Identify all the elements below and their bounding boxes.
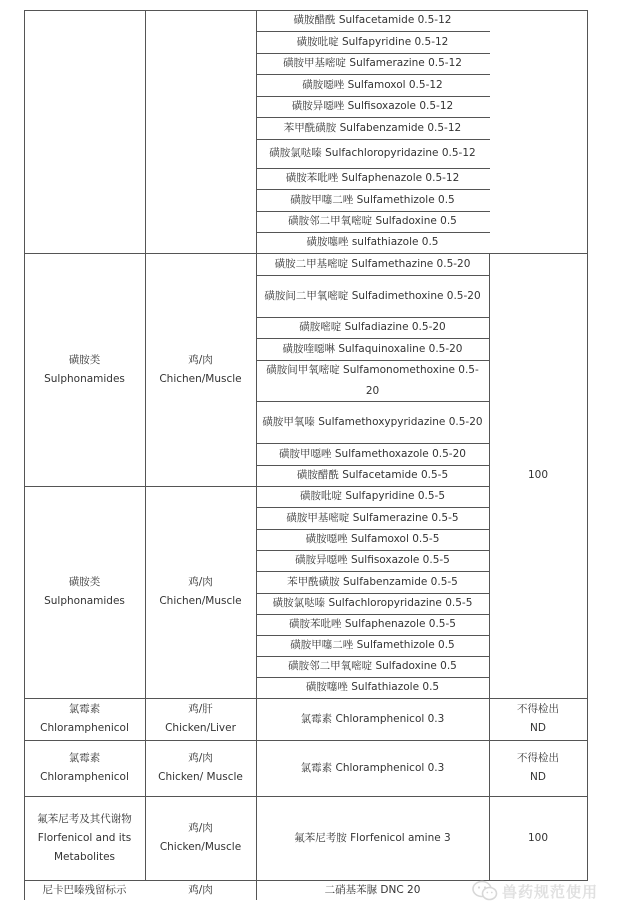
- limit-cell: [489, 749, 587, 787]
- limit-cn: 不得检出: [517, 703, 559, 715]
- analyte-cell: 磺胺邻二甲氧嘧啶 Sulfadoxine 0.5: [288, 660, 457, 672]
- analyte-cell: 磺胺甲基嘧啶 Sulfamerazine 0.5-5: [286, 511, 459, 524]
- analyte-cell: 磺胺异噁唑 Sulfisoxazole 0.5-5: [295, 554, 450, 566]
- analyte-cell: 磺胺邻二甲氧嘧啶 Sulfadoxine 0.5: [288, 215, 457, 227]
- analyte-cell: 磺胺噁唑 Sulfamoxol 0.5-5: [305, 533, 440, 545]
- analyte-cell: 磺胺吡啶 Sulfapyridine 0.5-12: [296, 35, 449, 48]
- limit-cell: 100: [527, 831, 549, 844]
- analyte-cell: 氟苯尼考胺 Florfenicol amine 3: [294, 831, 451, 844]
- analyte-cell: 磺胺嘧啶 Sulfadiazine 0.5-20: [299, 321, 446, 333]
- substance-cell: 尼卡巴嗪残留标示: [42, 883, 127, 896]
- analyte-cell: 磺胺醋酰 Sulfacetamide 0.5-12: [293, 14, 452, 26]
- analyte-cell: 磺胺氯哒嗪 Sulfachloropyridazine 0.5-12: [269, 147, 476, 159]
- tissue-en: Chicken/ Muscle: [158, 771, 243, 783]
- substance-cn: 磺胺类: [68, 576, 101, 588]
- tissue-cell: 鸡/肉: [188, 883, 213, 896]
- analyte-cell: 磺胺异噁唑 Sulfisoxazole 0.5-12: [291, 100, 454, 112]
- tissue-cn: 鸡/肉: [188, 353, 213, 366]
- analyte-cell: 磺胺醋酰 Sulfacetamide 0.5-5: [296, 469, 449, 481]
- analyte-cell: 磺胺吡啶 Sulfapyridine 0.5-5: [299, 490, 446, 502]
- substance-en: Sulphonamides: [44, 595, 125, 607]
- limit-cell: 100: [527, 469, 549, 481]
- analyte-cell: 氯霉素 Chloramphenicol 0.3: [300, 761, 445, 774]
- substance-en: Chloramphenicol: [40, 771, 129, 783]
- analyte-cell: 苯甲酰磺胺 Sulfabenzamide 0.5-5: [287, 575, 458, 588]
- table-rule: [24, 698, 588, 699]
- watermark: [472, 878, 598, 904]
- analyte-cell: 二硝基苯脲 DNC 20: [324, 883, 421, 896]
- tissue-cn: 鸡/肉: [188, 822, 213, 834]
- analyte-cell: 磺胺苯吡唑 Sulfaphenazole 0.5-5: [289, 618, 456, 630]
- analyte-cell: 磺胺氯哒嗪 Sulfachloropyridazine 0.5-5: [272, 597, 473, 609]
- analyte-cell: 磺胺甲噁唑 Sulfamethoxazole 0.5-20: [279, 447, 466, 460]
- tissue-cell: [145, 351, 256, 389]
- substance-en: Chloramphenicol: [40, 722, 129, 734]
- tissue-en: Chichen/Muscle: [159, 372, 242, 385]
- substance-cell: [24, 700, 145, 738]
- tissue-cn: 鸡/肉: [188, 576, 213, 588]
- analyte-cell: 磺胺噻唑 sulfathiazole 0.5: [306, 236, 439, 248]
- analyte-cell: 磺胺苯吡唑 Sulfaphenazole 0.5-12: [285, 172, 460, 184]
- substance-cn: 磺胺类: [68, 353, 101, 366]
- analyte-cell: 氯霉素 Chloramphenicol 0.3: [300, 712, 445, 725]
- table-rule: [24, 796, 588, 797]
- wechat-icon: [472, 880, 498, 902]
- analyte-cell: 磺胺二甲基嘧啶 Sulfamethazine 0.5-20: [274, 257, 471, 270]
- analyte-cell: 磺胺甲噻二唑 Sulfamethizole 0.5: [290, 639, 455, 651]
- analyte-cell: 磺胺间甲氧嘧啶 Sulfamonomethoxine 0.5-20: [266, 363, 479, 397]
- table-rule: [587, 10, 588, 880]
- analyte-cell: 磺胺甲噻二唑 Sulfamethizole 0.5: [290, 193, 455, 206]
- limit-en: ND: [530, 771, 546, 783]
- substance-cell: [24, 573, 145, 611]
- tissue-cell: [145, 749, 256, 787]
- limit-cell: [489, 700, 587, 738]
- analyte-cell: 磺胺甲氧嗪 Sulfamethoxypyridazine 0.5-20: [262, 415, 483, 428]
- tissue-cell: [145, 573, 256, 611]
- analyte-cell: 磺胺间二甲氧嘧啶 Sulfadimethoxine 0.5-20: [264, 289, 481, 302]
- tissue-en: Chicken/Muscle: [159, 841, 242, 853]
- substance-cell: [24, 810, 145, 867]
- table-rule: [24, 740, 588, 741]
- substance-en: Florfenicol and its Metabolites: [37, 831, 132, 863]
- tissue-en: Chichen/Muscle: [159, 595, 242, 607]
- substance-cell: [24, 749, 145, 787]
- tissue-en: Chicken/Liver: [165, 722, 236, 734]
- tissue-cell: [145, 700, 256, 738]
- limit-en: ND: [530, 722, 546, 734]
- substance-cn: 氯霉素: [68, 703, 101, 715]
- substance-cn: 氟苯尼考及其代谢物: [37, 812, 132, 825]
- tissue-cn: 鸡/肉: [188, 752, 213, 764]
- analyte-cell: 磺胺喹噁啉 Sulfaquinoxaline 0.5-20: [282, 342, 463, 355]
- table-rule: [256, 275, 490, 276]
- analyte-cell: 磺胺噁唑 Sulfamoxol 0.5-12: [302, 78, 443, 91]
- substance-cell: [24, 351, 145, 389]
- tissue-cn: 鸡/肝: [188, 703, 213, 715]
- watermark-text: 兽药规范使用: [502, 882, 599, 901]
- analyte-cell: 苯甲酰磺胺 Sulfabenzamide 0.5-12: [283, 121, 462, 134]
- substance-en: Sulphonamides: [44, 372, 125, 385]
- table-rule: [256, 139, 490, 140]
- substance-cn: 氯霉素: [68, 752, 101, 764]
- analyte-cell: 磺胺甲基嘧啶 Sulfamerazine 0.5-12: [283, 57, 462, 69]
- tissue-cell: [145, 819, 256, 857]
- limit-cn: 不得检出: [517, 752, 559, 764]
- analyte-cell: 磺胺噻唑 Sulfathiazole 0.5: [305, 681, 440, 693]
